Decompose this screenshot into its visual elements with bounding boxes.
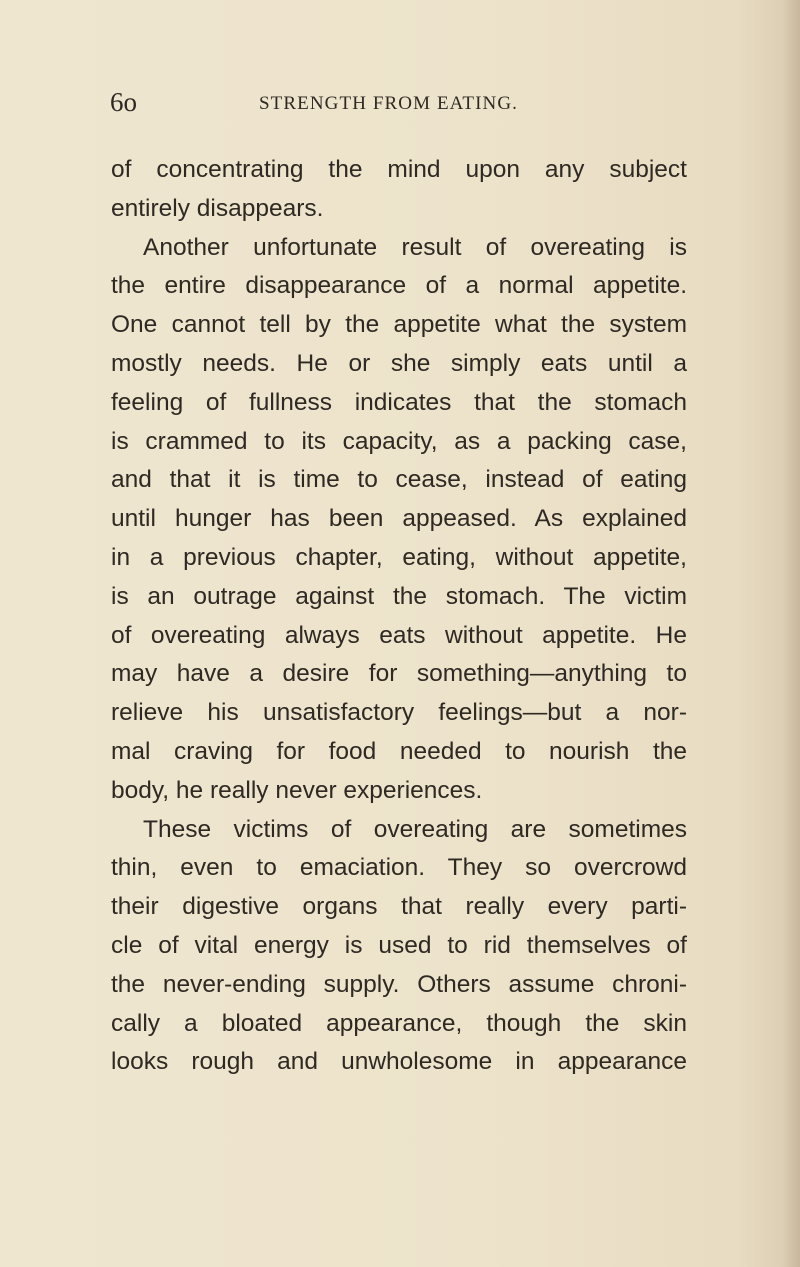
text-line: the entire disappearance of a normal appetite. xyxy=(111,272,687,300)
text-line: is crammed to its capacity, as a packing case, xyxy=(111,427,687,455)
text-line: One cannot tell by the appetite what the system xyxy=(111,311,687,339)
text-line: cle of vital energy is used to rid themselves of xyxy=(111,931,687,959)
text-line: cally a bloated appearance, though the skin xyxy=(111,1009,687,1037)
text-line: until hunger has been appeased. As explained xyxy=(111,505,687,533)
text-line: is an outrage against the stomach. The victim xyxy=(111,582,687,610)
text-line: of concentrating the mind upon any subject xyxy=(111,156,687,183)
text-line: thin, even to emaciation. They so overcrowd xyxy=(111,854,687,882)
text-line: mostly needs. He or she simply eats until a xyxy=(111,349,687,377)
page-edge-shadow xyxy=(782,0,800,1267)
text-line: may have a desire for something—anything to xyxy=(111,660,687,688)
text-line: body, he really never experiences. xyxy=(111,776,483,804)
running-title: STRENGTH FROM EATING. xyxy=(259,93,519,114)
text-line: entirely disappears. xyxy=(111,194,324,222)
text-line: the never-ending supply. Others assume chroni- xyxy=(111,970,687,998)
text-line: feeling of fullness indicates that the stomach xyxy=(111,388,687,416)
paragraph-first-line: These victims of overeating are sometimes xyxy=(143,815,687,843)
text-line: looks rough and unwholesome in appearance xyxy=(111,1048,687,1076)
text-line: of overeating always eats without appetite. He xyxy=(111,621,687,649)
text-line: their digestive organs that really every parti- xyxy=(111,893,687,921)
text-line: in a previous chapter, eating, without appetite, xyxy=(111,543,687,571)
body-text xyxy=(111,151,687,1082)
text-line: and that it is time to cease, instead of eating xyxy=(111,466,687,494)
paragraph-first-line: Another unfortunate result of overeating is xyxy=(143,233,687,261)
text-line: mal craving for food needed to nourish the xyxy=(111,737,687,765)
page-number: 6o xyxy=(110,87,137,117)
running-head xyxy=(110,86,684,118)
text-line: relieve his unsatisfactory feelings—but a nor- xyxy=(111,699,687,727)
